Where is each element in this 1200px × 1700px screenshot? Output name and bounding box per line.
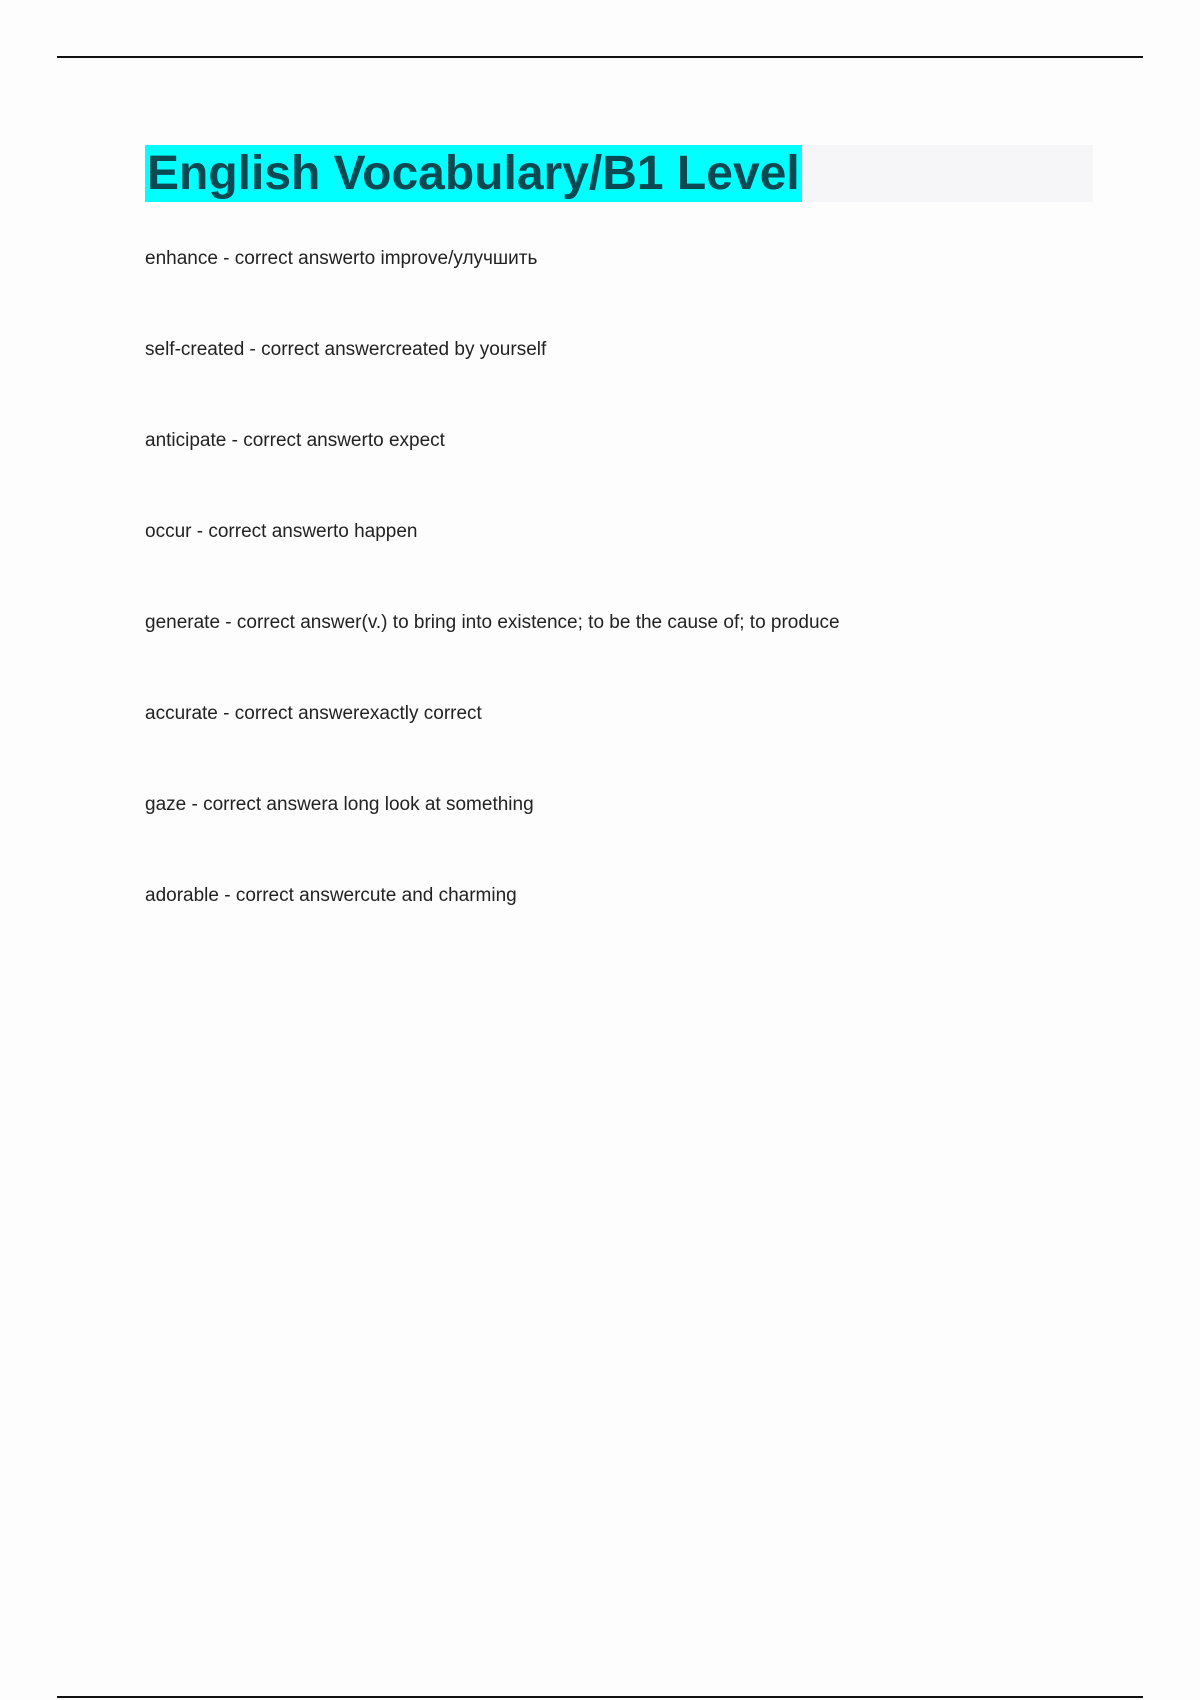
vocabulary-entry: accurate - correct answerexactly correct [145, 703, 482, 724]
vocabulary-entry: occur - correct answerto happen [145, 521, 418, 542]
vocabulary-entry: anticipate - correct answerto expect [145, 430, 445, 451]
vocabulary-entry: generate - correct answer(v.) to bring into existence; to be the cause of; to produce [145, 612, 840, 633]
document-title: English Vocabulary/B1 Level [147, 147, 800, 200]
bottom-rule [57, 1696, 1143, 1698]
vocabulary-list [145, 246, 840, 974]
vocabulary-entry: adorable - correct answercute and charming [145, 885, 517, 906]
vocabulary-entry: self-created - correct answercreated by yourself [145, 339, 547, 360]
vocabulary-entry: gaze - correct answera long look at something [145, 794, 534, 815]
vocabulary-entry: enhance - correct answerto improve/улучшить [145, 248, 538, 269]
top-rule [57, 56, 1143, 58]
